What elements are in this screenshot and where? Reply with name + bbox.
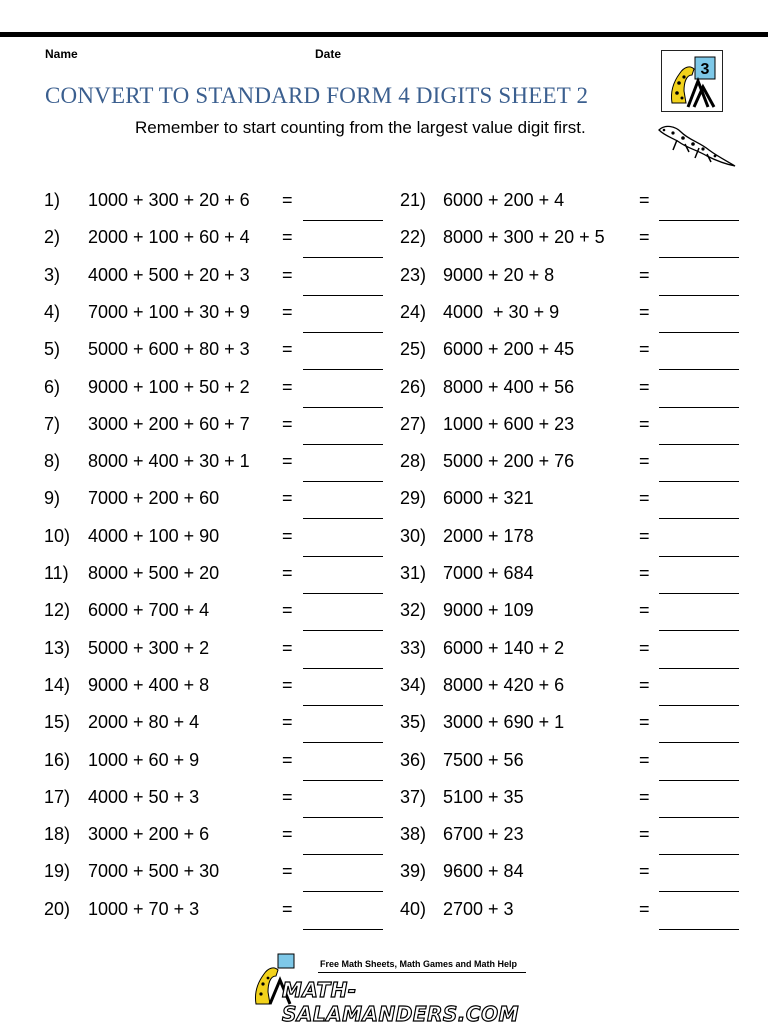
question-row: [0, 704, 768, 741]
question-number: 32): [400, 600, 427, 621]
footer-divider: [318, 972, 526, 973]
equals-sign: =: [639, 488, 650, 509]
question-row: [0, 182, 768, 219]
equals-sign: =: [282, 898, 293, 919]
equals-sign: =: [282, 413, 293, 434]
question-row: [0, 779, 768, 816]
question-row: [0, 742, 768, 779]
question-number: 2): [44, 227, 61, 248]
question-expression: 4000 + 500 + 20 + 3: [88, 264, 250, 285]
equals-sign: =: [282, 824, 293, 845]
equals-sign: =: [639, 227, 650, 248]
equals-sign: =: [282, 600, 293, 621]
equals-sign: =: [282, 749, 293, 770]
question-number: 35): [400, 712, 427, 733]
question-number: 7): [44, 413, 61, 434]
equals-sign: =: [639, 339, 650, 360]
question-number: 18): [44, 824, 71, 845]
question-row: [0, 853, 768, 890]
question-expression: 3000 + 200 + 60 + 7: [88, 413, 250, 434]
answer-blank[interactable]: [659, 929, 739, 930]
question-expression: 6700 + 23: [443, 824, 524, 845]
equals-sign: =: [639, 898, 650, 919]
equals-sign: =: [282, 339, 293, 360]
question-number: 22): [400, 227, 427, 248]
name-label: Name: [45, 47, 78, 61]
footer: [248, 952, 528, 1026]
question-row: [0, 555, 768, 592]
question-number: 26): [400, 376, 427, 397]
equals-sign: =: [282, 451, 293, 472]
question-expression: 9000 + 100 + 50 + 2: [88, 376, 250, 397]
question-expression: 9000 + 20 + 8: [443, 264, 555, 285]
equals-sign: =: [282, 376, 293, 397]
question-expression: 8000 + 500 + 20: [88, 563, 220, 583]
question-number: 38): [400, 824, 427, 845]
question-expression: 6000 + 700 + 4: [88, 600, 210, 621]
question-row: [0, 294, 768, 331]
instruction-text: Remember to start counting from the largest value digit first.: [135, 118, 586, 137]
question-number: 6): [44, 376, 61, 397]
question-expression: 7500 + 56: [443, 749, 524, 770]
salamander-logo-icon: [661, 50, 723, 112]
salamander-decoration-icon: [655, 120, 737, 177]
question-expression: 5100 + 35: [443, 786, 524, 807]
equals-sign: =: [282, 190, 293, 210]
equals-sign: =: [639, 563, 650, 583]
question-expression: 8000 + 300 + 20 + 5: [443, 227, 605, 248]
question-expression: 3000 + 200 + 6: [88, 824, 210, 845]
equals-sign: =: [282, 488, 293, 509]
equals-sign: =: [639, 413, 650, 434]
equals-sign: =: [282, 712, 293, 733]
question-number: 14): [44, 674, 71, 695]
question-number: 16): [44, 749, 71, 770]
equals-sign: =: [639, 190, 650, 210]
equals-sign: =: [282, 525, 293, 546]
equals-sign: =: [282, 861, 293, 882]
question-row: [0, 667, 768, 704]
equals-sign: =: [639, 637, 650, 658]
question-number: 30): [400, 525, 427, 546]
question-row: [0, 219, 768, 256]
question-row: [0, 592, 768, 629]
question-row: [0, 891, 768, 928]
equals-sign: =: [639, 600, 650, 621]
question-number: 21): [400, 190, 427, 210]
question-number: 15): [44, 712, 71, 733]
question-row: [0, 369, 768, 406]
question-expression: 2000 + 100 + 60 + 4: [88, 227, 250, 248]
question-expression: 8000 + 400 + 30 + 1: [88, 451, 250, 472]
question-number: 28): [400, 451, 427, 472]
equals-sign: =: [282, 227, 293, 248]
question-expression: 1000 + 600 + 23: [443, 413, 575, 434]
logo-grade-number: 3: [700, 61, 710, 78]
equals-sign: =: [282, 637, 293, 658]
question-expression: 9000 + 109: [443, 600, 534, 621]
top-rule: [0, 32, 768, 37]
question-row: [0, 257, 768, 294]
question-number: 23): [400, 264, 427, 285]
question-number: 39): [400, 861, 427, 882]
question-expression: 4000 + 30 + 9: [443, 301, 560, 322]
date-label: Date: [315, 47, 342, 61]
question-expression: 7000 + 500 + 30: [88, 861, 220, 882]
equals-sign: =: [282, 786, 293, 807]
question-number: 25): [400, 339, 427, 360]
question-expression: 8000 + 400 + 56: [443, 376, 575, 397]
question-number: 40): [400, 898, 427, 919]
question-row: [0, 816, 768, 853]
question-row: [0, 406, 768, 443]
question-expression: 7000 + 100 + 30 + 9: [88, 301, 250, 322]
question-number: 4): [44, 301, 61, 322]
equals-sign: =: [639, 525, 650, 546]
equals-sign: =: [639, 749, 650, 770]
equals-sign: =: [639, 376, 650, 397]
question-expression: 2000 + 80 + 4: [88, 712, 200, 733]
question-expression: 7000 + 684: [443, 563, 534, 583]
equals-sign: =: [282, 674, 293, 695]
question-expression: 5000 + 600 + 80 + 3: [88, 339, 250, 360]
question-number: 9): [44, 488, 61, 509]
question-expression: 2000 + 178: [443, 525, 534, 546]
question-number: 24): [400, 301, 427, 322]
question-number: 19): [44, 861, 71, 882]
footer-site-link[interactable]: MATH-SALAMANDERS.COM: [282, 978, 519, 1026]
question-number: 3): [44, 264, 61, 285]
equals-sign: =: [639, 674, 650, 695]
question-expression: 4000 + 100 + 90: [88, 525, 220, 546]
question-number: 36): [400, 749, 427, 770]
question-expression: 9000 + 400 + 8: [88, 674, 210, 695]
question-number: 5): [44, 339, 61, 360]
equals-sign: =: [282, 301, 293, 322]
equals-sign: =: [639, 861, 650, 882]
question-row: [0, 518, 768, 555]
question-expression: 2700 + 3: [443, 898, 514, 919]
question-number: 10): [44, 525, 71, 546]
equals-sign: =: [639, 301, 650, 322]
question-expression: 6000 + 321: [443, 488, 534, 509]
question-number: 1): [44, 190, 61, 210]
question-expression: 4000 + 50 + 3: [88, 786, 200, 807]
question-expression: 9600 + 84: [443, 861, 524, 882]
question-number: 12): [44, 600, 71, 621]
equals-sign: =: [282, 264, 293, 285]
question-expression: 6000 + 200 + 4: [443, 190, 565, 210]
question-expression: 1000 + 300 + 20 + 6: [88, 190, 250, 210]
equals-sign: =: [639, 264, 650, 285]
question-number: 31): [400, 563, 427, 583]
equals-sign: =: [639, 451, 650, 472]
question-number: 37): [400, 786, 427, 807]
equals-sign: =: [639, 786, 650, 807]
question-row: [0, 480, 768, 517]
equals-sign: =: [282, 563, 293, 583]
equals-sign: =: [639, 712, 650, 733]
question-expression: 1000 + 60 + 9: [88, 749, 200, 770]
answer-blank[interactable]: [303, 929, 383, 930]
question-expression: 6000 + 140 + 2: [443, 637, 565, 658]
question-number: 29): [400, 488, 427, 509]
question-row: [0, 443, 768, 480]
equals-sign: =: [639, 824, 650, 845]
question-expression: 1000 + 70 + 3: [88, 898, 200, 919]
question-expression: 5000 + 200 + 76: [443, 451, 575, 472]
question-number: 33): [400, 637, 427, 658]
question-expression: 5000 + 300 + 2: [88, 637, 210, 658]
question-number: 11): [44, 563, 69, 583]
question-expression: 6000 + 200 + 45: [443, 339, 575, 360]
worksheet-title: CONVERT TO STANDARD FORM 4 DIGITS SHEET 2: [45, 83, 589, 108]
question-expression: 7000 + 200 + 60: [88, 488, 220, 509]
question-row: [0, 331, 768, 368]
question-number: 27): [400, 413, 427, 434]
question-number: 20): [44, 898, 71, 919]
question-expression: 3000 + 690 + 1: [443, 712, 565, 733]
question-number: 34): [400, 674, 427, 695]
footer-tagline: Free Math Sheets, Math Games and Math Help: [320, 959, 518, 969]
question-number: 8): [44, 451, 61, 472]
question-number: 17): [44, 786, 71, 807]
question-expression: 8000 + 420 + 6: [443, 674, 565, 695]
question-number: 13): [44, 637, 71, 658]
question-row: [0, 630, 768, 667]
